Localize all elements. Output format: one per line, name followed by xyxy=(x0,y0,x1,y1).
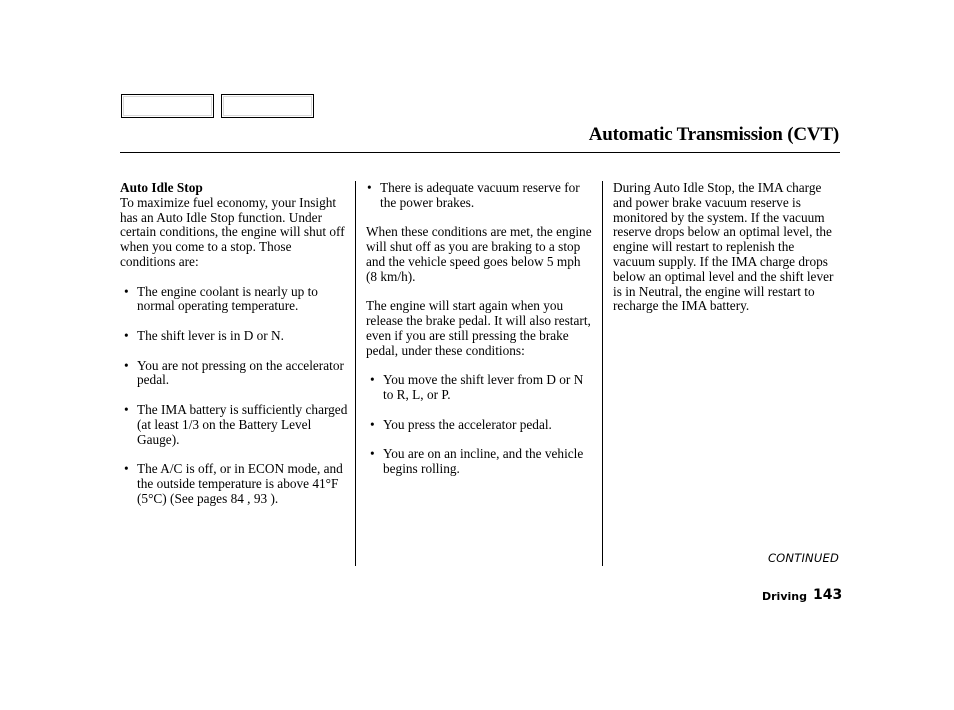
list-item: • You are not pressing on the accelerator pedal. xyxy=(124,357,344,388)
bullet-icon: • xyxy=(367,180,372,195)
list-item: • There is adequate vacuum reserve for the power brakes. xyxy=(367,180,580,210)
page-title: Automatic Transmission (CVT) xyxy=(588,124,839,145)
list-item: • You are on an incline, and the vehicle begins rolling. xyxy=(370,446,584,477)
paragraph: During Auto Idle Stop, the IMA charge and power brake vacuum reserve is monitored by the system. If the vacuum reserve drops below an optimal level, the engine will restart to replenish the vacuum supply. If the IMA charge drops below an optimal level and the shift lever is in Neutral, the engine will restart to recharge the IMA battery. xyxy=(613,180,834,314)
bullet-icon: • xyxy=(124,327,129,343)
nav-tab-box-2[interactable] xyxy=(221,94,314,118)
bullet-icon: • xyxy=(124,461,129,477)
list-item: • You move the shift lever from D or N to R, L, or P. xyxy=(370,372,584,403)
page-number: 143 xyxy=(813,587,843,603)
list-item: • The IMA battery is sufficiently charged (at least 1/3 on the Battery Level Gauge). xyxy=(124,401,348,447)
bullet-icon: • xyxy=(124,401,129,417)
column-1 xyxy=(120,181,348,521)
list-item: • You press the accelerator pedal. xyxy=(370,416,552,432)
bullet-icon: • xyxy=(124,357,129,373)
column-divider xyxy=(602,181,603,566)
bullet-icon: • xyxy=(370,446,375,462)
column-divider xyxy=(355,181,356,566)
section-label: Driving xyxy=(762,590,807,603)
list-item: • The engine coolant is nearly up to normal operating temperature. xyxy=(124,283,318,314)
paragraph: When these conditions are met, the engine will shut off as you are braking to a stop and the vehicle speed goes below 5 mph (8 km/h). xyxy=(366,224,592,284)
column-3 xyxy=(613,181,839,329)
intro-paragraph: To maximize fuel economy, your Insight has an Auto Idle Stop function. Under certain conditions, the engine will shut off when you come to a stop. Those conditions are: xyxy=(120,194,345,269)
bullet-icon: • xyxy=(370,416,375,432)
column-2 xyxy=(366,181,594,492)
list-item: • The A/C is off, or in ECON mode, and the outside temperature is above 41°F (5°C) (See pages 84 , 93 ). xyxy=(124,461,343,506)
bullet-icon: • xyxy=(124,283,129,299)
continued-label: CONTINUED xyxy=(767,551,839,565)
section-heading: Auto Idle Stop xyxy=(120,180,203,195)
paragraph: The engine will start again when you release the brake pedal. It will also restart, even if you are still pressing the brake pedal, under these conditions: xyxy=(366,298,591,358)
list-item: • The shift lever is in D or N. xyxy=(124,327,284,343)
title-rule xyxy=(120,152,840,153)
bullet-icon: • xyxy=(370,372,375,388)
nav-tab-box-1[interactable] xyxy=(121,94,214,118)
